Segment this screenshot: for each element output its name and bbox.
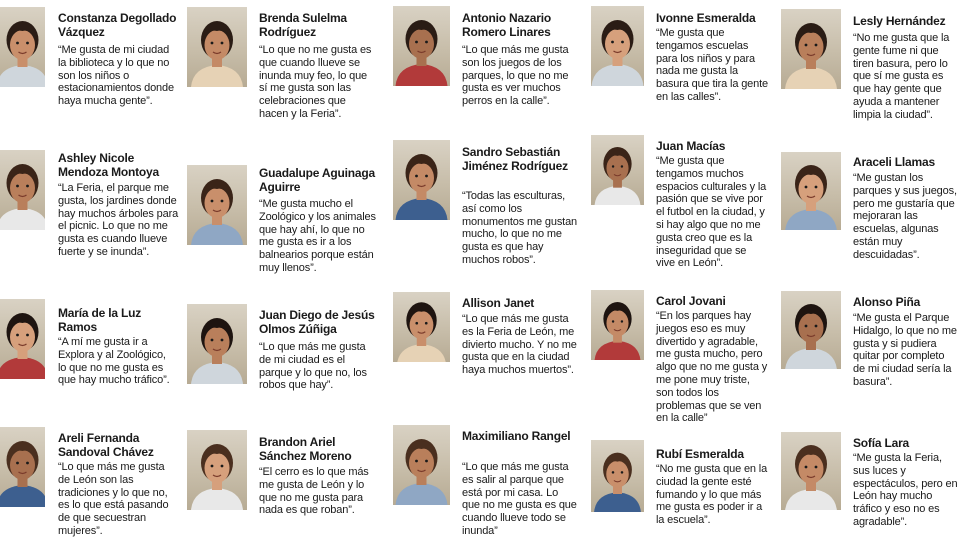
child-name: Sandro Sebastián Jiménez Rodríguez bbox=[462, 145, 568, 173]
child-name: Guadalupe Aguinaga Aguirre bbox=[259, 166, 375, 194]
child-quote: “Me gusta mucho el Zoológico y los animales que hay ahí, lo que no me gusta es ir a los balnearios porque están muy llenos”. bbox=[259, 198, 376, 274]
child-photo bbox=[781, 152, 841, 230]
child-name: Ivonne Esmeralda bbox=[656, 11, 756, 25]
child-quote: “Me gusta de mi ciudad la biblioteca y lo que no son los niños o estacionamientos donde haya mucha gente”. bbox=[58, 44, 174, 108]
child-quote: “Me gusta que tengamos escuelas para los niños y para nada me gusta la basura que tira la gente en las calles”. bbox=[656, 27, 768, 103]
child-photo bbox=[591, 6, 644, 86]
child-name: Sofía Lara bbox=[853, 436, 910, 450]
child-photo bbox=[187, 430, 247, 510]
child-photo bbox=[781, 291, 841, 369]
child-photo bbox=[0, 7, 45, 87]
child-photo bbox=[0, 427, 45, 507]
child-name: Areli Fernanda Sandoval Chávez bbox=[58, 431, 154, 459]
child-quote: “Me gustan los parques y sus juegos, pero me gustaría que mejoraran las escuelas, algunas están muy descuidadas”. bbox=[853, 172, 957, 261]
child-quote: “Lo que no me gusta es que cuando llueve se inunda muy feo, lo que sí me gusta son las celebraciones que hacen y la Feria”. bbox=[259, 44, 372, 120]
child-quote: “Me gusta la Feria, sus luces y espectáculos, pero en León hay mucho tráfico y eso no es agradable”. bbox=[853, 452, 958, 528]
child-quote: “En los parques hay juegos eso es muy divertido y agradable, me gusta mucho, pero algo que no me gusta y me pone muy triste, son todos los problemas que se ven en la calle” bbox=[656, 310, 768, 425]
child-photo bbox=[187, 165, 247, 245]
child-photo bbox=[187, 7, 247, 87]
child-name: Lesly Hernández bbox=[853, 14, 946, 28]
child-photo bbox=[781, 432, 841, 510]
child-quote: “Lo que más me gusta de León son las tradiciones y lo que no, es lo que está pasando de que secuestran mujeres”. bbox=[58, 461, 169, 537]
child-name: María de la Luz Ramos bbox=[58, 306, 142, 334]
child-photo bbox=[0, 299, 45, 379]
child-name: Brandon Ariel Sánchez Moreno bbox=[259, 435, 352, 463]
child-name: Juan Diego de Jesús Olmos Zúñiga bbox=[259, 308, 375, 336]
child-photo bbox=[591, 440, 644, 512]
child-quote: “Me gusta el Parque Hidalgo, lo que no me gusta y si pudiera quitar por completo de mi ciudad sería la basura”. bbox=[853, 312, 957, 388]
child-photo bbox=[393, 425, 450, 505]
child-quote: “Me gusta que tengamos muchos espacios culturales y la pasión que se vive por el futbol en la ciudad, y si hay algo que no me gusta creo que es la inseguridad que se vive en León”. bbox=[656, 155, 767, 270]
child-quote: “Lo que más me gusta son los juegos de los parques, lo que no me gusta es ver muchos perros en la calle”. bbox=[462, 44, 569, 108]
child-photo bbox=[591, 290, 644, 360]
child-name: Maximiliano Rangel bbox=[462, 429, 571, 443]
child-name: Carol Jovani bbox=[656, 294, 726, 308]
child-quote: “Lo que más me gusta de mi ciudad es el parque y lo que no, los robos que hay”. bbox=[259, 341, 367, 392]
child-photo bbox=[0, 150, 45, 230]
child-photo bbox=[393, 292, 450, 362]
child-quote: “No me gusta que en la ciudad la gente esté fumando y lo que más me gusta es poder ir a la escuela”. bbox=[656, 463, 768, 527]
child-name: Constanza Degollado Vázquez bbox=[58, 11, 177, 39]
child-quote: “Todas las esculturas, así como los monumentos me gustan mucho, lo que no me gusta es que hay muchos robos”. bbox=[462, 190, 578, 266]
child-name: Ashley Nicole Mendoza Montoya bbox=[58, 151, 159, 179]
child-quote: “A mí me gusta ir a Explora y al Zoológico, lo que no me gusta es que hay mucho tráfico”. bbox=[58, 336, 170, 387]
child-photo bbox=[393, 6, 450, 86]
child-name: Alonso Piña bbox=[853, 295, 921, 309]
child-name: Rubí Esmeralda bbox=[656, 447, 744, 461]
child-photo bbox=[591, 135, 644, 205]
child-name: Brenda Sulelma Rodríguez bbox=[259, 11, 347, 39]
child-photo bbox=[781, 9, 841, 89]
child-quote: “Lo que más me gusta es la Feria de León, me divierto mucho. Y no me gusta que en la ciudad haya muchos muertos”. bbox=[462, 313, 577, 377]
child-quote: “Lo que más me gusta es salir al parque que está por mi casa. Lo que no me gusta es que cuando llueve todo se inunda” bbox=[462, 461, 577, 537]
child-quote: “La Feria, el parque me gusta, los jardines donde hay muchos árboles para el picnic. Lo que no me gusta es cuando llueve fuerte y se inunda”. bbox=[58, 182, 179, 258]
child-name: Juan Macías bbox=[656, 139, 726, 153]
child-quote: “No me gusta que la gente fume ni que tiren basura, pero lo que sí me gusta es que hay gente que ayuda a mantener limpia la ciudad”. bbox=[853, 32, 950, 121]
child-photo bbox=[187, 304, 247, 384]
child-photo bbox=[393, 140, 450, 220]
child-quote: “El cerro es lo que más me gusta de León y lo que no me gusta para nada es que roban”. bbox=[259, 466, 369, 517]
child-name: Antonio Nazario Romero Linares bbox=[462, 11, 551, 39]
child-name: Araceli Llamas bbox=[853, 155, 935, 169]
child-name: Allison Janet bbox=[462, 296, 535, 310]
